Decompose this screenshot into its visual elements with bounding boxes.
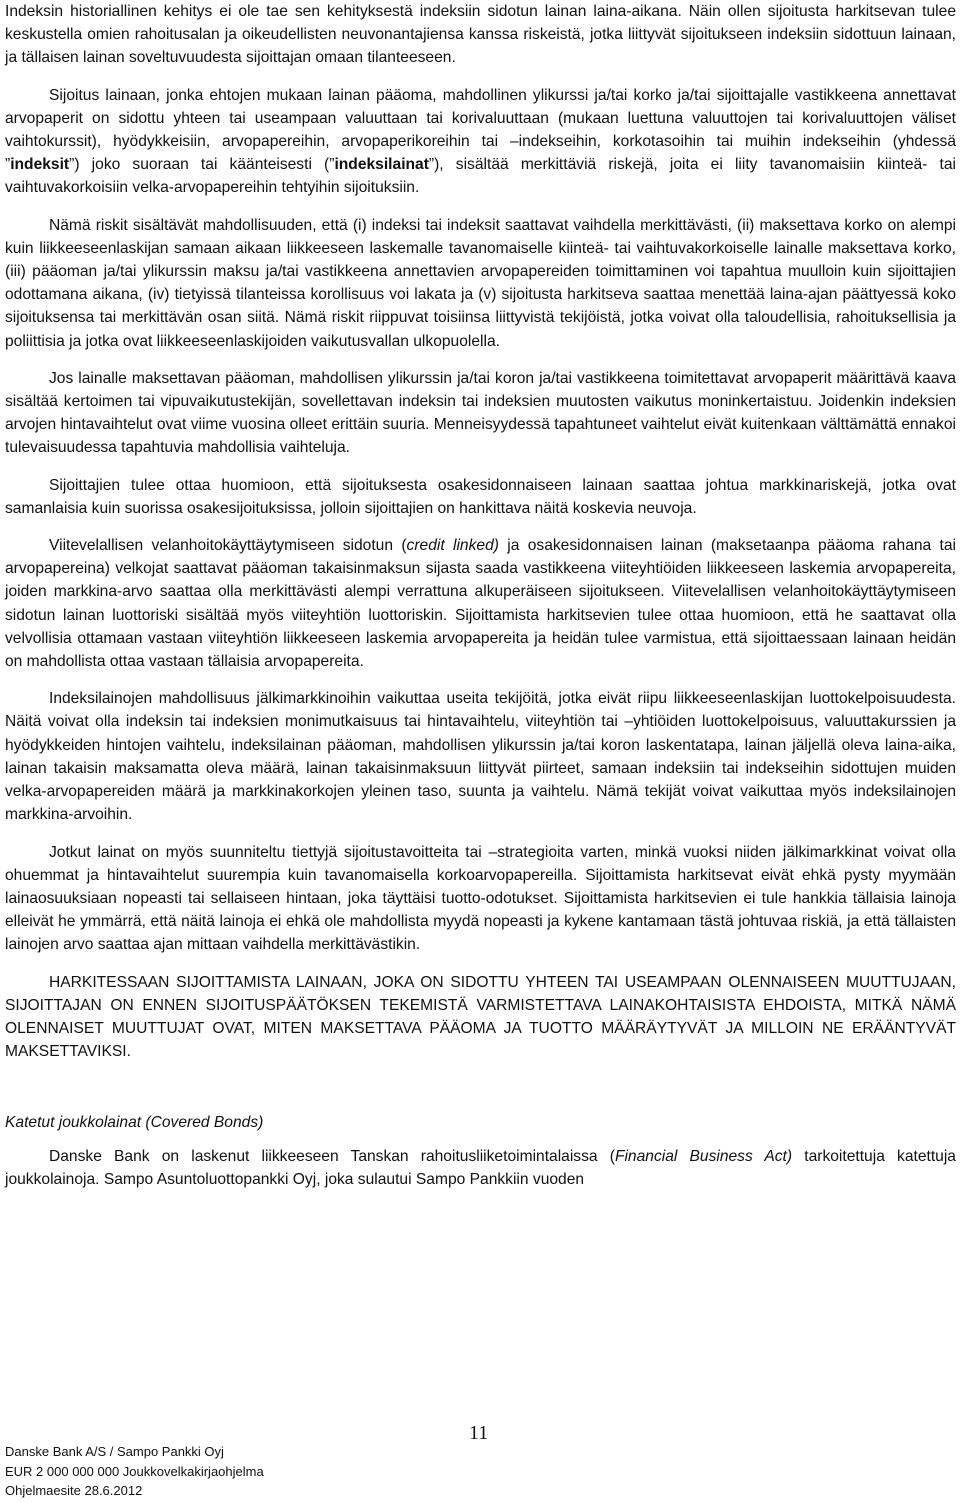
paragraph-1 bbox=[5, 84, 956, 200]
text-run: Jotkut lainat on myös suunniteltu tiettyjä sijoitustavoitteita tai –strategioita varten, minkä vuoksi niiden jälkimarkkinat voivat olla ohuemmat ja hintavaihtelut suurempia kuin tavanomaisella korkoarvopapereilla. Sijoittamista harkitsevat eivät ehkä pysty myymään lainaosuuksiaan nopeasti tai sellaiseen hintaan, joka täyttäisi tuotto-odotukset. Sijoittamista harkitsevien ei tule hankkia tällaisia lainoja elleivät he ymmärrä, että näitä lainoja ei ehkä ole mahdollista myydä nopeasti ja kykene kantamaan tästä johtuvaa riskiä, ja että tällaisten lainojen arvo saattaa ajan mittaan vaihdella merkittävästikin. bbox=[5, 843, 956, 954]
paragraph-covered-bonds bbox=[5, 1145, 956, 1191]
text-run: ja osakesidonnaisen lainan (maksetaanpa pääoma rahana tai arvopapereina) velkojat saattavat pääoman takaisinmaksun sijasta saada vastikkeena viiteyhtiöiden liikkeeseen laskemia arvopapereita, joiden markkina-arvo saattaa olla merkittävästi alempi verrattuna alkuperäiseen sijoitukseen. Viitevelallisen velanhoitokäyttäytymiseen sidotun lainan luottoriski sisältää myös viiteyhtiön luottoriskin. Sijoittamista harkitsevien tulee ottaa huomioon, että he saattavat olla velvollisia ottamaan vastaan viiteyhtiön liikkeeseen laskemia arvopapereita ja heidän tulee varmistua, että sijoittaessaan lainaan heidän on mahdollista ottaa vastaan tällaisia arvopapereita. bbox=[5, 537, 957, 671]
bold-term: indeksilainat bbox=[334, 156, 429, 174]
page-number: 11 bbox=[469, 1422, 489, 1444]
text-run: Nämä riskit sisältävät mahdollisuuden, että (i) indeksi tai indeksit saattavat vaihdella merkittävästi, (ii) maksettava korko on alempi kuin liikkeeseenlaskijan samaan aikaan liikkeeseen laskemalle tavanomaiselle kiinteä- tai vaihtuvakorkoiselle lainalle maksettava korko, (iii) pääoman ja/tai ylikurssin maksu ja/tai vastikkeena annettavien arvopapereiden toimittaminen voi tapahtua muulloin kuin sijoittajien odottamana aikana, (iv) tietyissä tilanteissa korollisuus voi lakata ja (v) sijoitusta harkitseva saattaa menettää laina-ajan päättyessä koko sijoituksensa tai merkittävän osan siitä. Nämä riskit riippuvat toisiinsa liittyvistä tekijöistä, jotka voivat olla taloudellisia, rahoituksellisia ja poliittisia ja jotka ovat liikkeeseenlaskijoiden vaikutusvallan ulkopuolella. bbox=[5, 216, 956, 350]
text-run: Indeksin historiallinen kehitys ei ole tae sen kehityksestä indeksiin sidotun lainan laina-aikana. Näin ollen sijoitusta harkitsevan tulee keskustella omien rahoitusalan ja oikeudellisten neuvonantajiensa kanssa riskeistä, jotka liittyvät sijoitukseen indeksiin sidottuun lainaan, ja tällaisen lainan soveltuvuudesta sijoittajan omaan tilanteeseen. bbox=[5, 3, 956, 67]
paragraph-0 bbox=[5, 0, 956, 70]
section-heading: Katetut joukkolainat (Covered Bonds) bbox=[5, 1114, 264, 1132]
paragraph-6 bbox=[5, 687, 956, 826]
italic-term: Financial Business Act) bbox=[614, 1147, 793, 1165]
paragraph-3 bbox=[5, 367, 956, 460]
paragraph-5 bbox=[5, 534, 956, 673]
footer-prospectus-date: Ohjelmaesite 28.6.2012 bbox=[5, 1483, 143, 1498]
text-run: Viitevelallisen velanhoitokäyttäytymiseen sidotun ( bbox=[49, 537, 407, 555]
text-run: ”), sisältää merkittäviä riskejä, joita ei liity tavanomaisiin kiinteä- tai vaihtuvakorkoisiin velka-arvopapereihin tehtyihin sijoituksiin. bbox=[5, 156, 956, 197]
footer-issuers: Danske Bank A/S / Sampo Pankki Oyj bbox=[5, 1444, 224, 1459]
text-run: Indeksilainojen mahdollisuus jälkimarkkinoihin vaikuttaa useita tekijöitä, jotka eivät riipu liikkeeseenlaskijan luottokelpoisuudesta. Näitä voivat olla indeksin tai indeksien monimutkaisuus tai hintavaihtelu, viiteyhtiön tai –yhtiöiden luottokelpoisuus, valuuttakurssien ja hyödykkeiden hintojen vaihtelu, indeksilainan pääoman, mahdollisen ylikurssin ja/tai koron laskentatapa, lainan jäljellä oleva laina-aika, lainan takaisin maksamatta oleva määrä, lainan takaisinmaksuun liittyvät piirteet, samaan indeksiin tai indekseihin sidottujen muiden velka-arvopapereiden määrä ja markkinakorkojen yleinen taso, suunta ja vaihtelu. Nämä tekijät voivat vaikuttaa myös indeksilainojen markkina-arvoihin. bbox=[5, 690, 956, 824]
page-footer bbox=[5, 1442, 264, 1501]
text-run: Sijoitus lainaan, jonka ehtojen mukaan lainan pääoma, mahdollinen ylikurssi ja/tai korko ja/tai sijoittajalle vastikkeena annettavat arvopaperit on sidottu yhteen tai useampaan valuuttaan tai korivaluuttaan (mukaan luettuna valuuttojen tai korivaluuttojen väliset vaihtokurssit), hyödykkeisiin, arvopapereihin, arvopaperikoreihin tai –indekseihin, korkotasoihin tai muihin indekseihin (yhdessä ” bbox=[5, 86, 956, 174]
text-run: Danske Bank on laskenut liikkeeseen Tanskan rahoitusliiketoimintalaissa ( bbox=[49, 1147, 615, 1165]
paragraph-2 bbox=[5, 214, 956, 353]
text-run: Jos lainalle maksettavan pääoman, mahdollisen ylikurssin ja/tai koron ja/tai vastikkeena toimitettavat arvopaperit määrittävä kaava sisältää kertoimen tai vipuvaikutustekijän, sovellettavan indeksin tai indeksien muutosten vaikutus moninkertaistuu. Joidenkin indeksien arvojen hintavaihtelut ovat viime vuosina olleet erittäin suuria. Menneisyydessä tapahtuneet vaihtelut eivät kuitenkaan välttämättä ennakoi tulevaisuudessa tapahtuvia mahdollisia vaihteluja. bbox=[5, 369, 956, 457]
paragraph-4 bbox=[5, 474, 956, 520]
text-run: ”) joko suoraan tai käänteisesti (” bbox=[69, 156, 335, 174]
italic-term: credit linked) bbox=[406, 537, 499, 555]
paragraph-7 bbox=[5, 841, 956, 957]
bold-term: indeksit bbox=[10, 156, 70, 174]
footer-programme: EUR 2 000 000 000 Joukkovelkakirjaohjelma bbox=[5, 1463, 264, 1479]
paragraph-8 bbox=[5, 971, 956, 1064]
text-run: tarkoitettuja katettuja joukkolainoja. Sampo Asuntoluottopankki Oyj, joka sulautui Sampo Pankkiin vuoden bbox=[5, 1147, 956, 1188]
text-run: Sijoittajien tulee ottaa huomioon, että sijoituksesta osakesidonnaiseen lainaan saattaa johtua markkinariskejä, jotka ovat samanlaisia kuin suorissa osakesijoituksissa, jolloin sijoittajien on hankittava näitä koskevia neuvoja. bbox=[5, 476, 956, 517]
text-run: HARKITESSAAN SIJOITTAMISTA LAINAAN, JOKA ON SIDOTTU YHTEEN TAI USEAMPAAN OLENNAISEEN MUUTTUJAAN, SIJOITTAJAN ON ENNEN SIJOITUSPÄÄTÖKSEN TEKEMISTÄ VARMISTETTAVA LAINAKOHTAISISTA EHDOISTA, MITKÄ NÄMÄ OLENNAISET MUUTTUJAT OVAT, MITEN MAKSETTAVA PÄÄOMA JA TUOTTO MÄÄRÄYTYVÄT JA MILLOIN NE ERÄÄNTYVÄT MAKSETTAVIKSI. bbox=[5, 973, 956, 1061]
document-body bbox=[5, 0, 956, 1191]
